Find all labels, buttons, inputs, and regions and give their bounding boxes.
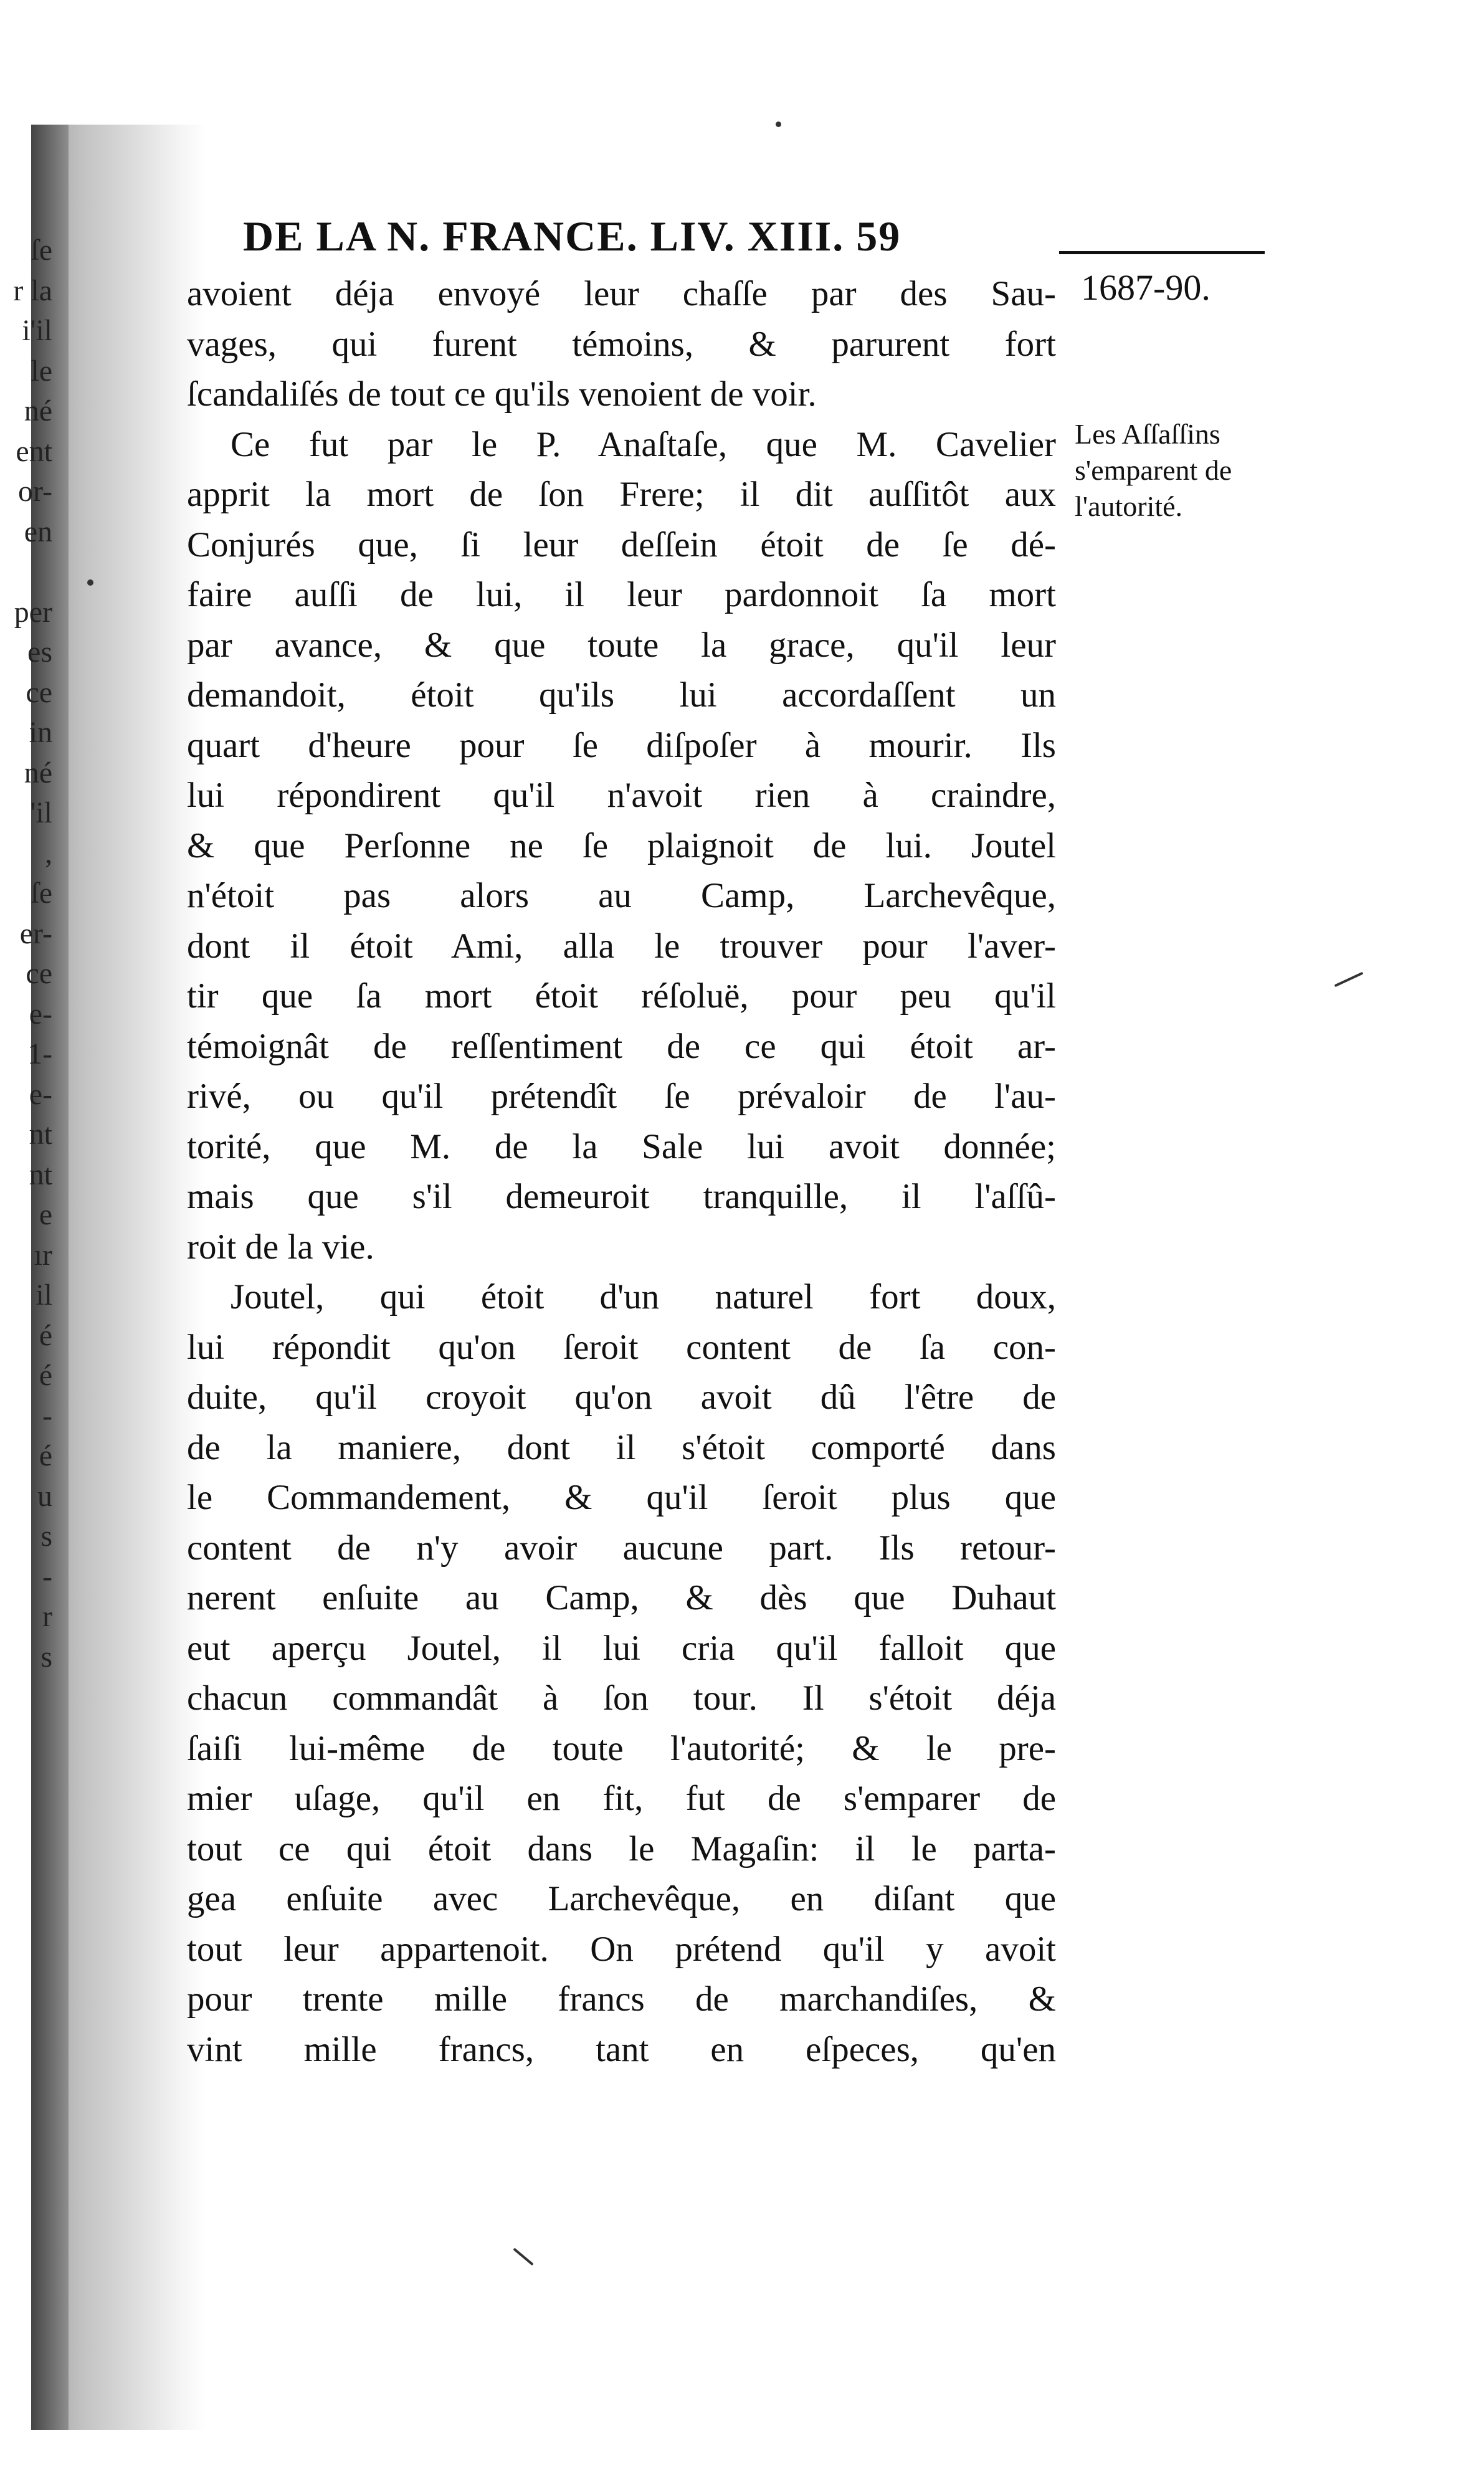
left-fragment-line: e-	[29, 997, 52, 1031]
left-fragment-line: s	[40, 1520, 52, 1553]
left-fragment-line: e-	[29, 1077, 52, 1111]
left-fragment-line: or-	[17, 475, 52, 508]
text-line: faire auſſi de lui, il leur pardonnoit ſa mort	[187, 575, 1056, 614]
text-line: vint mille francs, tant en eſpeces, qu'en	[187, 2029, 1056, 2069]
left-fragment-line: r	[42, 1600, 52, 1633]
left-fragment-line: ent	[16, 434, 52, 468]
left-fragment-line: ſe	[31, 877, 52, 910]
left-fragment-line: le	[31, 354, 52, 388]
left-fragment-line: nt	[29, 1118, 52, 1151]
text-line: torité, que M. de la Sale lui avoit donnée;	[187, 1126, 1056, 1166]
left-fragment-line: per	[14, 595, 52, 629]
left-fragment-line: s	[40, 1640, 52, 1674]
left-fragment-line: es	[27, 636, 52, 669]
ink-speck	[1334, 972, 1363, 988]
margin-note-line: s'emparent de	[1075, 454, 1232, 486]
left-fragment-line: é	[39, 1318, 52, 1352]
left-fragment-line: er-	[19, 917, 52, 950]
side-margin-note	[1075, 416, 1287, 525]
text-line: ſaiſi lui-même de toute l'autorité; & le pre-	[187, 1728, 1056, 1768]
text-line: mier uſage, qu'il en fit, fut de s'emparer de	[187, 1779, 1056, 1818]
text-line: Conjurés que, ſi leur deſſein étoit de ſe dé-	[187, 525, 1056, 564]
left-fragment-line: é	[39, 1359, 52, 1392]
text-line: lui répondit qu'on ſeroit content de ſa con-	[187, 1327, 1056, 1367]
left-fragment-line: ır	[34, 1238, 52, 1272]
ink-speck	[87, 579, 93, 586]
left-fragment-line: i'il	[22, 314, 52, 347]
text-line: lui répondirent qu'il n'avoit rien à craindre,	[187, 776, 1056, 815]
left-fragment-line: u	[37, 1479, 52, 1513]
text-line: tout ce qui étoit dans le Magaſin: il le parta-	[187, 1829, 1056, 1869]
left-fragment-line: ,	[45, 836, 52, 870]
text-line: content de n'y avoir aucune part. Ils retour-	[187, 1528, 1056, 1568]
left-fragment-line: nt	[29, 1158, 52, 1191]
left-fragment-line: r la	[13, 274, 52, 307]
left-fragment-line: ce	[26, 675, 52, 709]
text-line: duite, qu'il croyoit qu'on avoit dû l'être de	[187, 1378, 1056, 1417]
text-line: n'étoit pas alors au Camp, Larchevêque,	[187, 876, 1056, 915]
left-fragment-line: in	[29, 716, 52, 749]
text-line: tir que ſa mort étoit réſoluë, pour peu qu'il	[187, 976, 1056, 1016]
main-text-column	[187, 269, 1056, 2075]
text-line: vages, qui furent témoins, & parurent fort	[187, 324, 1056, 364]
text-line: dont il étoit Ami, alla le trouver pour l'aver-	[187, 926, 1056, 966]
text-line: mais que s'il demeuroit tranquille, il l'aſſû-	[187, 1177, 1056, 1216]
text-line: pour trente mille francs de marchandiſes, &	[187, 1979, 1056, 2019]
left-fragment-line: il	[36, 1279, 52, 1312]
running-head: DE LA N. FRANCE. LIV. XIII. 59	[243, 212, 901, 260]
left-fragment-line: e	[39, 1198, 52, 1231]
left-fragment-line: 'il	[30, 796, 52, 829]
text-line: le Commandement, & qu'il ſeroit plus que	[187, 1478, 1056, 1517]
text-line: roit de la vie.	[187, 1227, 374, 1267]
left-fragment-line: en	[24, 515, 52, 548]
text-line: eut aperçu Joutel, il lui cria qu'il falloit que	[187, 1628, 1056, 1668]
left-fragment-line: -	[42, 1560, 52, 1593]
text-line: ſcandaliſés de tout ce qu'ils venoient de voir.	[187, 374, 817, 414]
text-line: de la maniere, dont il s'étoit comporté dans	[187, 1427, 1056, 1467]
margin-note-line: Les Aſſaſſins	[1075, 418, 1220, 450]
left-page-fragments	[0, 231, 56, 1677]
text-line: rivé, ou qu'il prétendît ſe prévaloir de l'au-	[187, 1077, 1056, 1116]
left-fragment-line: né	[24, 756, 52, 789]
text-line: témoignât de reſſentiment de ce qui étoit ar-	[187, 1026, 1056, 1066]
text-line: Ce fut par le P. Anaſtaſe, que M. Cavelier	[231, 424, 1056, 464]
text-line: tout leur appartenoit. On prétend qu'il y avoit	[187, 1929, 1056, 1969]
text-line: avoient déja envoyé leur chaſſe par des Sau-	[187, 274, 1056, 313]
text-line: & que Perſonne ne ſe plaignoit de lui. Joutel	[187, 826, 1056, 865]
ink-speck	[513, 2248, 533, 2266]
left-fragment-line: é	[39, 1439, 52, 1472]
left-fragment-line: ce	[26, 957, 52, 990]
left-fragment-line	[0, 552, 56, 593]
text-line: Joutel, qui étoit d'un naturel fort doux,	[231, 1277, 1056, 1317]
text-line: gea enſuite avec Larchevêque, en diſant que	[187, 1879, 1056, 1918]
margin-note-line: l'autorité.	[1075, 490, 1183, 522]
left-fragment-line: 1-	[27, 1037, 52, 1070]
header-rule	[1059, 251, 1265, 254]
left-fragment-line: -	[42, 1399, 52, 1432]
text-line: chacun commandât à ſon tour. Il s'étoit déja	[187, 1679, 1056, 1718]
text-line: quart d'heure pour ſe diſpoſer à mourir. Ils	[187, 725, 1056, 765]
text-line: par avance, & que toute la grace, qu'il leur	[187, 625, 1056, 665]
text-line: nerent enſuite au Camp, & dès que Duhaut	[187, 1578, 1056, 1617]
left-fragment-line: ſe	[31, 234, 52, 267]
text-line: demandoit, étoit qu'ils lui accordaſſent un	[187, 675, 1056, 715]
left-fragment-line: né	[24, 394, 52, 427]
ink-speck	[776, 121, 781, 127]
text-line: apprit la mort de ſon Frere; il dit auſſitôt aux	[187, 475, 1056, 514]
year-marginal-note: 1687-90.	[1081, 267, 1211, 308]
